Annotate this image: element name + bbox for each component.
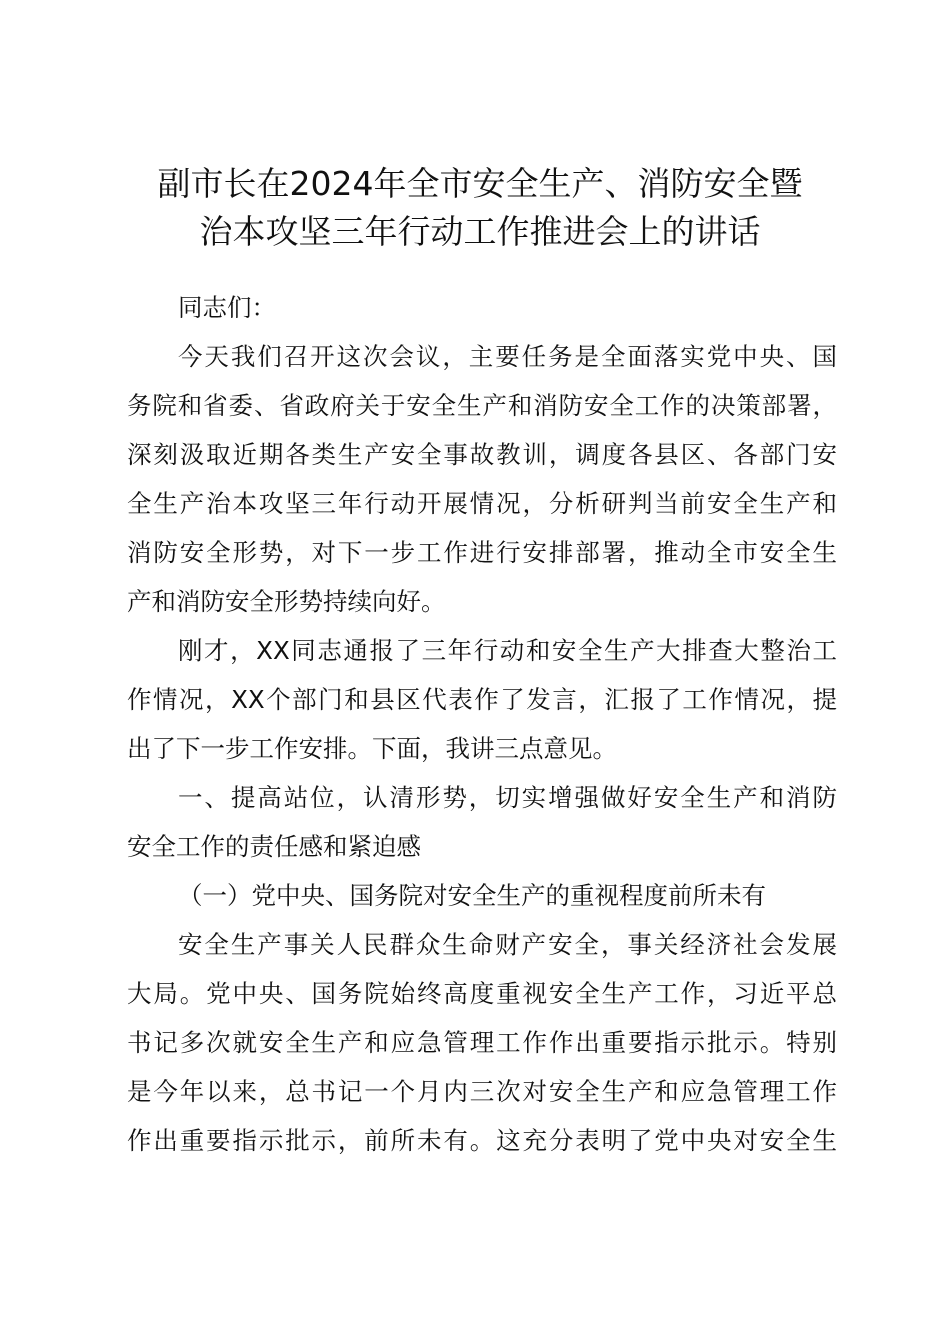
paragraph-line: 是今年以来，总书记一个月内三次对安全生产和应急管理工作 bbox=[127, 1077, 837, 1106]
paragraph-line: 务院和省委、省政府关于安全生产和消防安全工作的决策部署， bbox=[127, 391, 837, 420]
document-body bbox=[127, 283, 837, 1165]
paragraph-line: 刚才，XX同志通报了三年行动和安全生产大排查大整治工 bbox=[178, 636, 837, 665]
paragraph-line: 安全生产事关人民群众生命财产安全，事关经济社会发展 bbox=[178, 930, 837, 959]
paragraph-line: 作情况，XX个部门和县区代表作了发言，汇报了工作情况，提 bbox=[127, 685, 837, 714]
section-heading-line: 安全工作的责任感和紧迫感 bbox=[127, 832, 421, 861]
title-line-1: 副市长在2024年全市安全生产、消防安全暨 bbox=[157, 164, 803, 203]
paragraph-line: 大局。党中央、国务院始终高度重视安全生产工作，习近平总 bbox=[127, 979, 837, 1008]
title-line-2: 治本攻坚三年行动工作推进会上的讲话 bbox=[199, 212, 761, 251]
paragraph-line: 书记多次就安全生产和应急管理工作作出重要指示批示。特别 bbox=[127, 1028, 837, 1057]
salutation: 同志们： bbox=[178, 293, 276, 322]
paragraph-line: 全生产治本攻坚三年行动开展情况，分析研判当前安全生产和 bbox=[127, 489, 837, 518]
subsection-heading: （一）党中央、国务院对安全生产的重视程度前所未有 bbox=[178, 881, 766, 910]
paragraph-line: 作出重要指示批示，前所未有。这充分表明了党中央对安全生 bbox=[127, 1126, 837, 1155]
paragraph-line: 今天我们召开这次会议，主要任务是全面落实党中央、国 bbox=[178, 342, 837, 371]
paragraph-line: 深刻汲取近期各类生产安全事故教训，调度各县区、各部门安 bbox=[127, 440, 837, 469]
paragraph-line: 出了下一步工作安排。下面，我讲三点意见。 bbox=[127, 734, 617, 763]
paragraph-line: 消防安全形势，对下一步工作进行安排部署，推动全市安全生 bbox=[127, 538, 837, 567]
paragraph-line: 产和消防安全形势持续向好。 bbox=[127, 587, 446, 616]
section-heading-line: 一、提高站位，认清形势，切实增强做好安全生产和消防 bbox=[178, 783, 837, 812]
document-title bbox=[120, 160, 840, 256]
